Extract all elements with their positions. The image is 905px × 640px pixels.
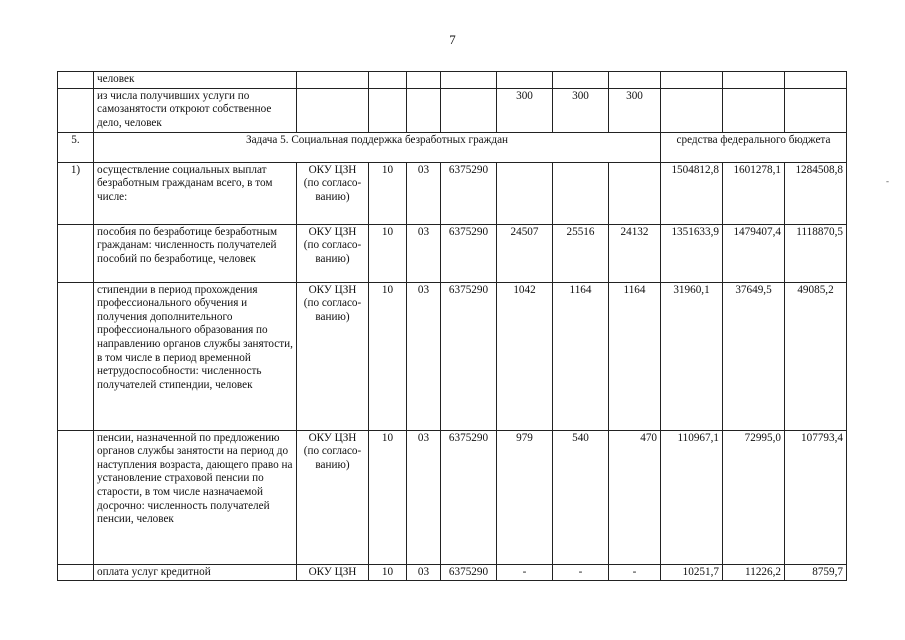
funding-2: 11226,2 [723, 564, 785, 581]
row-name: пособия по безработице безработным гражданам: численность получателей пособий по безработице, человек [94, 224, 297, 282]
value-1 [497, 72, 553, 89]
code-1: 10 [369, 430, 407, 564]
budget-table [57, 71, 847, 581]
row-executor: ОКУ ЦЗН (по согласо-ванию) [297, 224, 369, 282]
funding-2: 37649,5 [723, 282, 785, 430]
table-row [58, 132, 847, 162]
value-2: 540 [553, 430, 609, 564]
table-row [58, 88, 847, 132]
funding-1: 31960,1 [661, 282, 723, 430]
row-number [58, 72, 94, 89]
funding-2: 72995,0 [723, 430, 785, 564]
value-2: 300 [553, 88, 609, 132]
code-3: 6375290 [441, 224, 497, 282]
code-1: 10 [369, 564, 407, 581]
row-executor: ОКУ ЦЗН (по согласо-ванию) [297, 430, 369, 564]
row-name: стипендии в период прохождения профессионального обучения и получения дополнительного профессионального образования по направлению органов службы занятости, в том числе в период временной нетрудоспособности: численность получателей стипендии, человек [94, 282, 297, 430]
code-1 [369, 72, 407, 89]
value-1: 1042 [497, 282, 553, 430]
row-number [58, 564, 94, 581]
row-number [58, 224, 94, 282]
value-3: 470 [609, 430, 661, 564]
table-row [58, 72, 847, 89]
funding-1 [661, 88, 723, 132]
value-1: 24507 [497, 224, 553, 282]
table-row [58, 224, 847, 282]
value-2 [553, 72, 609, 89]
funding-1: 10251,7 [661, 564, 723, 581]
code-3: 6375290 [441, 162, 497, 224]
row-executor: ОКУ ЦЗН [297, 564, 369, 581]
table-row [58, 564, 847, 581]
funding-2 [723, 72, 785, 89]
funding-2: 1601278,1 [723, 162, 785, 224]
funding-1: 110967,1 [661, 430, 723, 564]
funding-1 [661, 72, 723, 89]
table-row [58, 162, 847, 224]
row-name: человек [94, 72, 297, 89]
funding-3: 49085,2 [785, 282, 847, 430]
funding-3: 1118870,5 [785, 224, 847, 282]
value-3: 300 [609, 88, 661, 132]
code-2 [407, 88, 441, 132]
code-3 [441, 72, 497, 89]
value-3: 24132 [609, 224, 661, 282]
funding-2 [723, 88, 785, 132]
code-2: 03 [407, 162, 441, 224]
funding-3 [785, 88, 847, 132]
funding-3 [785, 72, 847, 89]
row-number: 1) [58, 162, 94, 224]
funding-source: средства федерального бюджета [661, 132, 847, 162]
code-1: 10 [369, 162, 407, 224]
task-title: Задача 5. Социальная поддержка безработных граждан [94, 132, 661, 162]
value-2: 1164 [553, 282, 609, 430]
row-number [58, 430, 94, 564]
row-number [58, 88, 94, 132]
code-2 [407, 72, 441, 89]
value-2 [553, 162, 609, 224]
funding-1: 1351633,9 [661, 224, 723, 282]
code-3: 6375290 [441, 564, 497, 581]
code-3: 6375290 [441, 282, 497, 430]
value-3: - [609, 564, 661, 581]
value-2: 25516 [553, 224, 609, 282]
code-1: 10 [369, 282, 407, 430]
code-3 [441, 88, 497, 132]
row-executor [297, 88, 369, 132]
value-3 [609, 162, 661, 224]
row-number: 5. [58, 132, 94, 162]
value-1: 979 [497, 430, 553, 564]
value-1 [497, 162, 553, 224]
code-1: 10 [369, 224, 407, 282]
row-executor [297, 72, 369, 89]
row-name: осуществление социальных выплат безработным гражданам всего, в том числе: [94, 162, 297, 224]
funding-3: 107793,4 [785, 430, 847, 564]
page-number: 7 [449, 32, 456, 47]
code-2: 03 [407, 224, 441, 282]
value-2: - [553, 564, 609, 581]
row-number [58, 282, 94, 430]
funding-3: 1284508,8 [785, 162, 847, 224]
row-name: пенсии, назначенной по предложению органов службы занятости на период до наступления возраста, дающего право на установление страховой пенсии по старости, в том числе назначаемой досрочно: численность получателей пенсии, человек [94, 430, 297, 564]
code-3: 6375290 [441, 430, 497, 564]
code-2: 03 [407, 430, 441, 564]
code-2: 03 [407, 282, 441, 430]
value-1: - [497, 564, 553, 581]
code-2: 03 [407, 564, 441, 581]
table-row [58, 430, 847, 564]
row-name: из числа получивших услуги по самозанятости откроют собственное дело, человек [94, 88, 297, 132]
row-executor: ОКУ ЦЗН (по согласо-ванию) [297, 282, 369, 430]
code-1 [369, 88, 407, 132]
value-3 [609, 72, 661, 89]
funding-3: 8759,7 [785, 564, 847, 581]
value-3: 1164 [609, 282, 661, 430]
funding-2: 1479407,4 [723, 224, 785, 282]
funding-1: 1504812,8 [661, 162, 723, 224]
table-row [58, 282, 847, 430]
margin-mark: - [886, 176, 889, 186]
row-executor: ОКУ ЦЗН (по согласо-ванию) [297, 162, 369, 224]
row-name: оплата услуг кредитной [94, 564, 297, 581]
value-1: 300 [497, 88, 553, 132]
